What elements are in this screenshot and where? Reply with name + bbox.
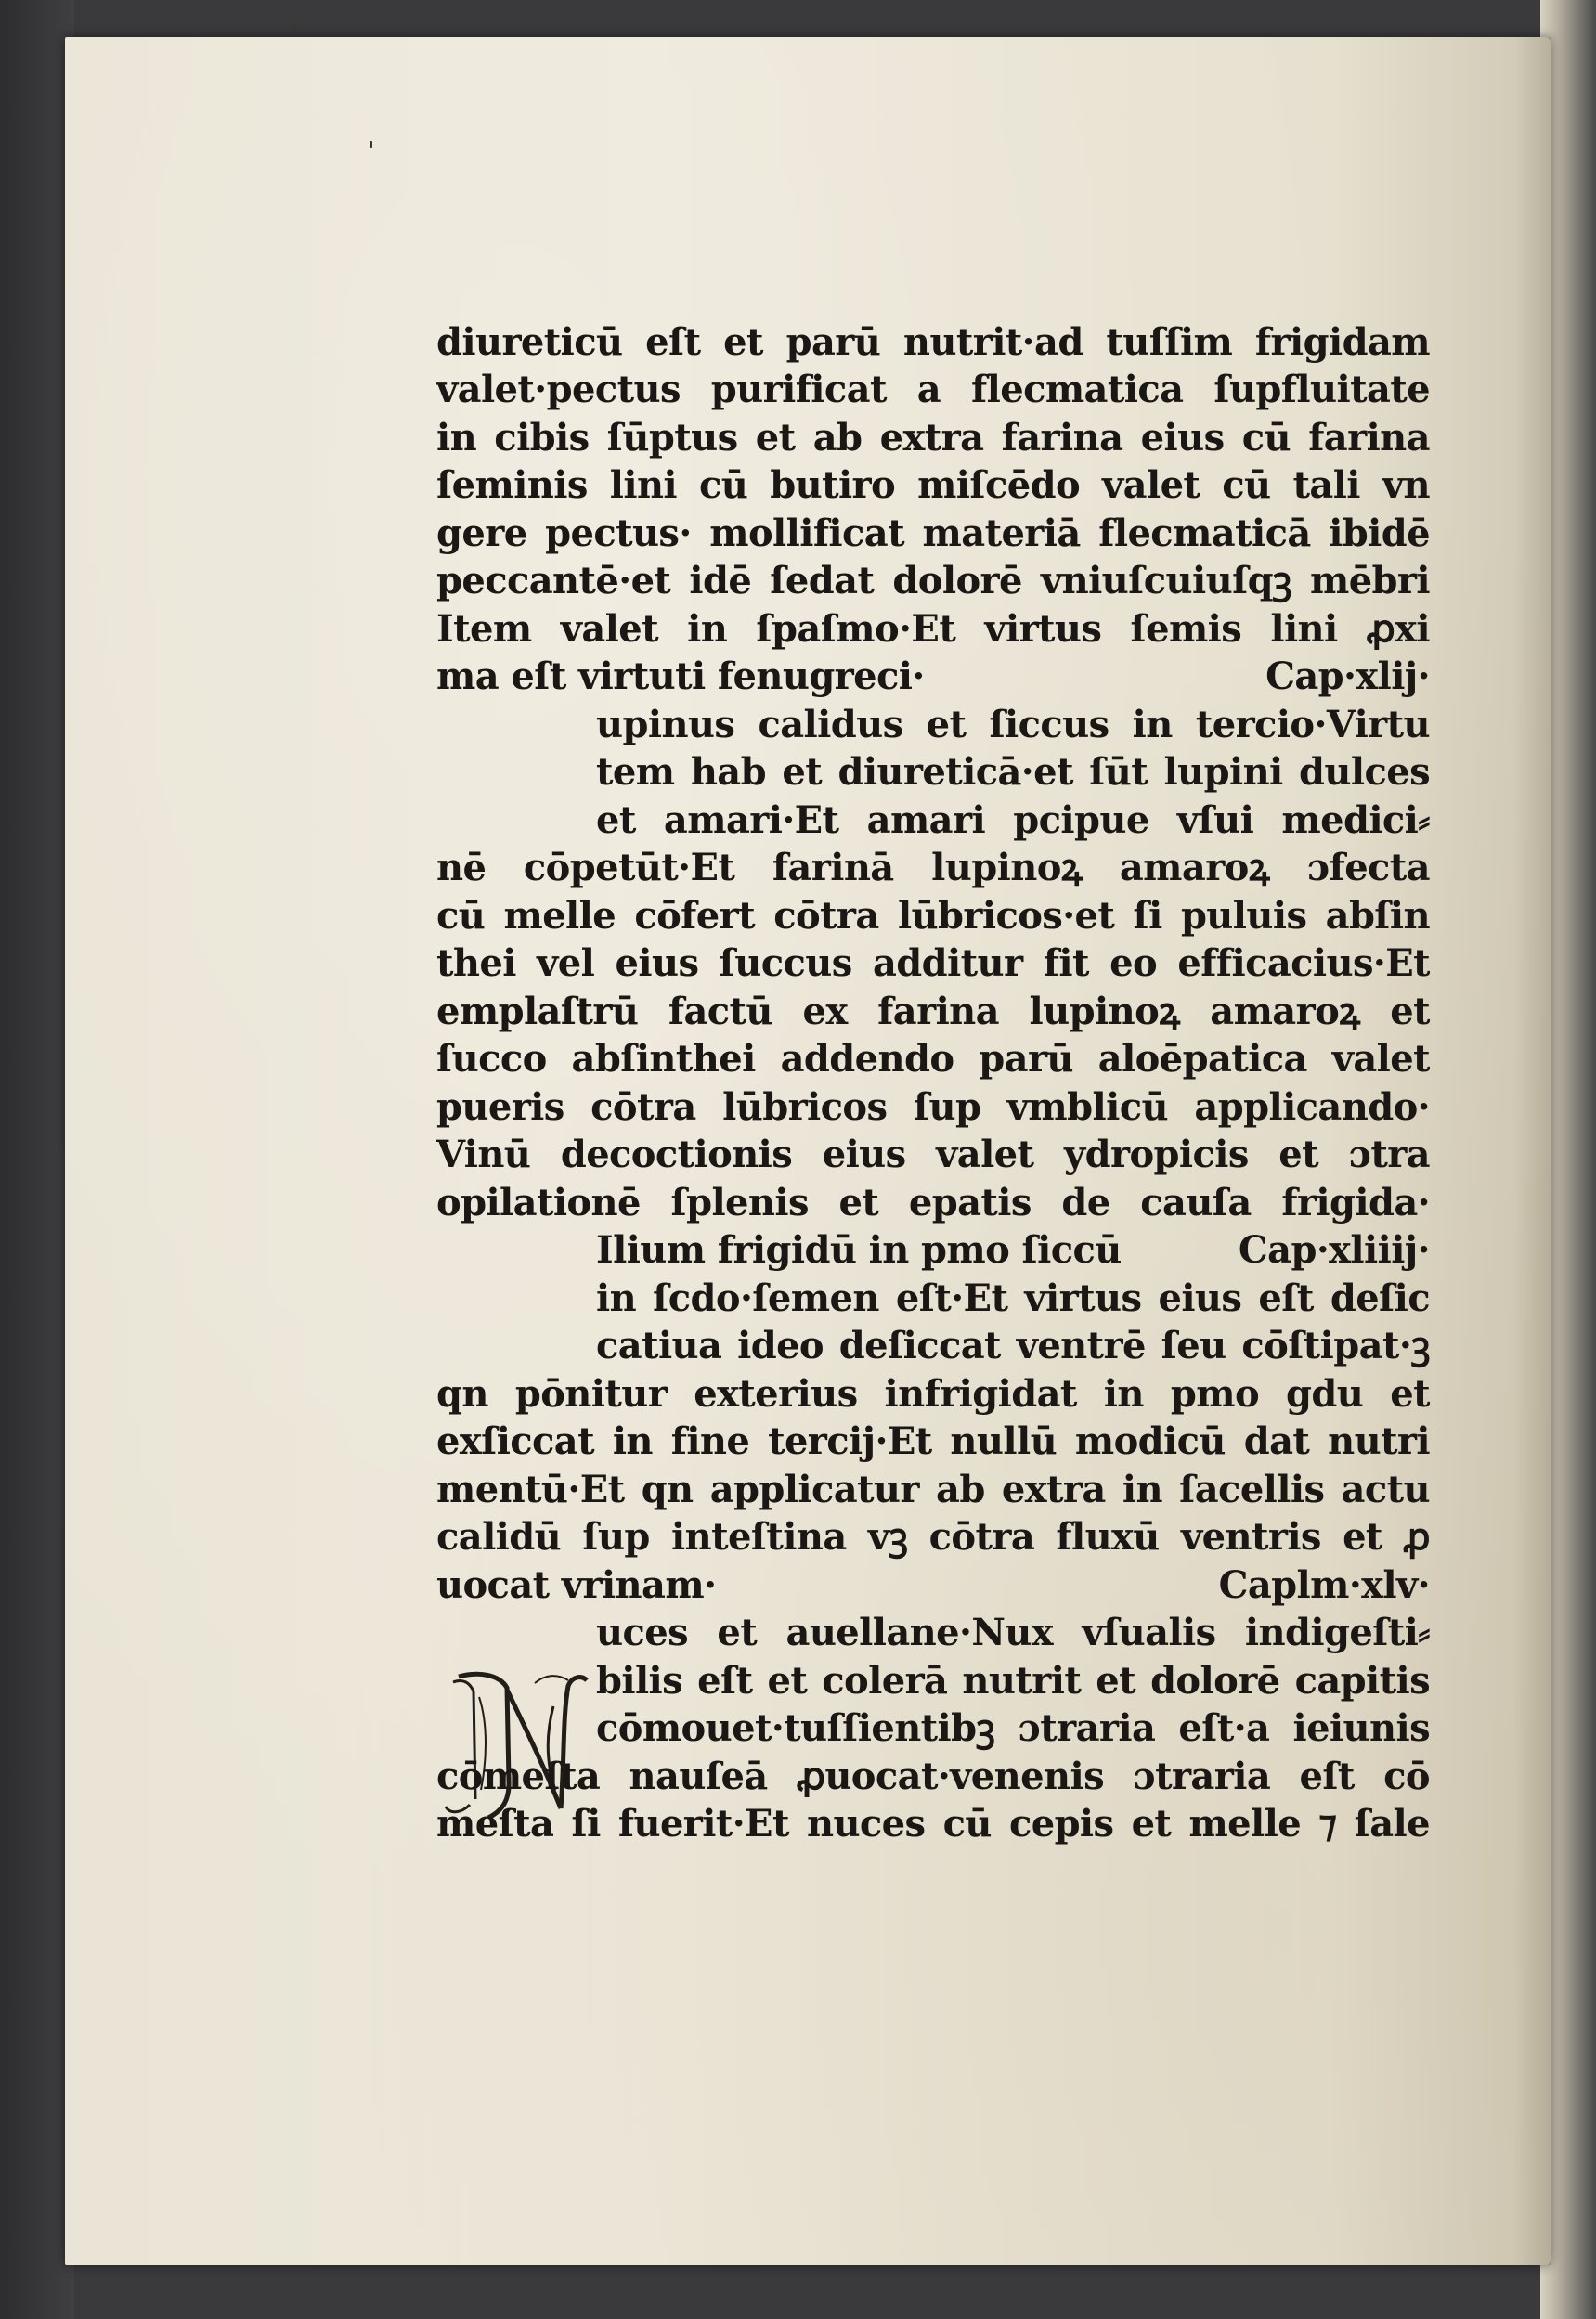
text-line: mentū·Et qn applicatur ab extra in ſacellis actu xyxy=(436,1468,1430,1511)
text-line: cū melle cōfert cōtra lūbricos·et ſi puluis abſin xyxy=(436,894,1430,938)
text-line: valet·pectus purificat a flecmatica ſupfluitate xyxy=(436,368,1430,411)
text-line: in cibis ſūptus et ab extra farina eius cū farina xyxy=(436,416,1430,460)
text-line xyxy=(596,1226,1430,1275)
text-line: in ſcdo·ſemen eſt·Et virtus eius eſt deſic xyxy=(596,1276,1430,1320)
text-block xyxy=(436,318,1430,1934)
text-line: ſeminis lini cū butiro miſcēdo valet cū tali vn xyxy=(436,463,1430,507)
text-line: Vinū decoctionis eius valet ydropicis et ɔtra xyxy=(436,1133,1430,1176)
ink-speck xyxy=(293,26,297,30)
text-line: uces et auellane·Nux vſualis indigeſti⸗ xyxy=(596,1611,1430,1654)
text-line: et amari·Et amari pcipue vſui medici⸗ xyxy=(596,798,1430,842)
line-text: uocat vrinam· xyxy=(436,1563,717,1607)
text-line: pueris cōtra lūbricos ſup vmblicū applicando· xyxy=(436,1085,1430,1129)
text-line: catiua ideo deſiccat ventrē ſeu cōſtipat·ꝫ xyxy=(596,1324,1430,1367)
text-line: Item valet in ſpaſmo·Et virtus ſemis lini ꝓxi xyxy=(436,607,1430,651)
text-line: nē cōpetūt·Et farinā lupinoꝝ amaroꝝ ɔfecta xyxy=(436,846,1430,889)
text-line: emplaſtrū factū ex farina lupinoꝝ amaroꝝ et xyxy=(436,990,1430,1033)
text-line xyxy=(436,653,1430,701)
chapter-heading: Caplm·xlv· xyxy=(1218,1563,1430,1607)
text-line: tem hab et diureticā·et ſūt lupini dulces xyxy=(596,750,1430,794)
text-line: cōmouet·tuſſientibꝫ ɔtraria eſt·a ieiunis xyxy=(596,1706,1430,1750)
ink-speck xyxy=(370,141,372,148)
text-line: meſta ſi fuerit·Et nuces cū cepis et melle ⁊ ſale xyxy=(436,1802,1430,1846)
text-line: peccantē·et idē ſedat dolorē vniuſcuiuſqꝫ mēbri xyxy=(436,559,1430,602)
text-line: upinus calidus et ſiccus in tercio·Virtu xyxy=(596,703,1430,746)
text-line: bilis eſt et colerā nutrit et dolorē capitis xyxy=(596,1659,1430,1703)
manuscript-page xyxy=(65,37,1551,2265)
chapter-heading: Cap·xliiij· xyxy=(1238,1228,1430,1272)
text-line: opilationē ſplenis et epatis de cauſa frigida· xyxy=(436,1181,1430,1224)
text-line: exſiccat in fine tercij·Et nullū modicū dat nutri xyxy=(436,1419,1430,1463)
text-line: thei vel eius ſuccus additur fit eo efficacius·Et xyxy=(436,941,1430,985)
text-line: ſucco abſinthei addendo parū aloēpatica valet xyxy=(436,1037,1430,1081)
line-text: ma eſt virtuti fenugreci· xyxy=(436,654,925,698)
text-line: diureticū eſt et parū nutrit·ad tuſſim frigidam xyxy=(436,320,1430,364)
text-line: cōmeſta nauſeā ꝓuocat·venenis ɔtraria eſt cō xyxy=(436,1755,1430,1798)
line-text: Ilium frigidū in pmo ſiccū xyxy=(596,1228,1122,1272)
scanner-backdrop xyxy=(0,0,74,2319)
chapter-heading: Cap·xlij· xyxy=(1265,654,1430,698)
text-line xyxy=(436,1561,1430,1610)
text-line: calidū ſup inteſtina vꝫ cōtra fluxū ventris et ꝓ xyxy=(436,1515,1430,1559)
text-line: gere pectus· mollificat materiā flecmaticā ibidē xyxy=(436,512,1430,555)
text-line: qn pōnitur exterius infrigidat in pmo gdu et xyxy=(436,1372,1430,1416)
